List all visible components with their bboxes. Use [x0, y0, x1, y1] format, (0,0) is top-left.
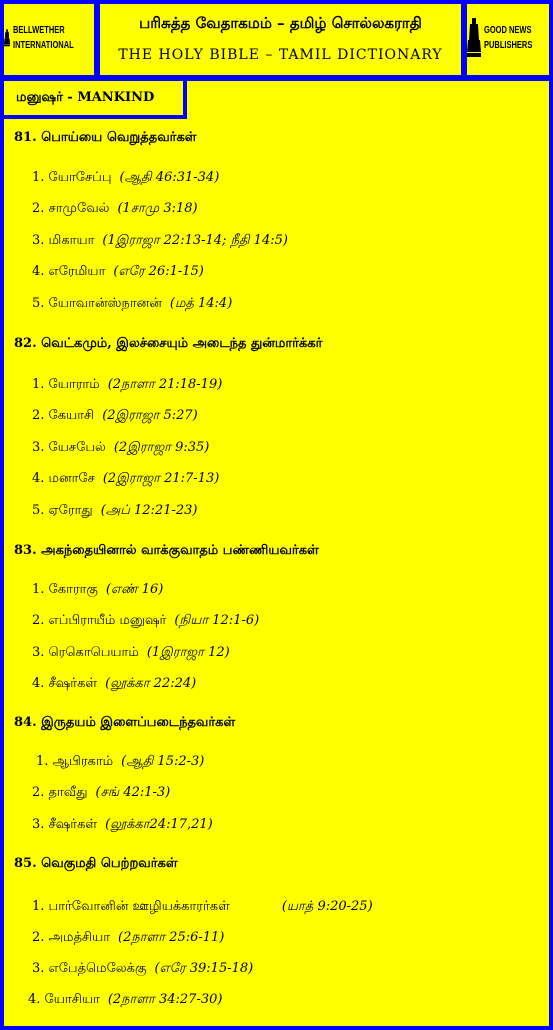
list-item: 4. மனாசே (2இராஜா 21:7-13) [32, 471, 220, 486]
list-item: 3. எபேத்மெலேக்கு (எரே 39:15-18) [32, 961, 254, 976]
section-heading: 82. வெட்கமும், இலச்சையும் அடைந்த துன்மார்க்கர் [14, 336, 323, 351]
list-item: 3. ரெகொபெயாம் (1இராஜா 12) [32, 645, 230, 660]
list-item: 3. மிகாயா (1இராஜா 22:13-14; நீதி 14:5) [32, 233, 288, 248]
logo-left-line-2: INTERNATIONAL [13, 40, 74, 51]
list-item: 4. யோசியா (2நாளா 34:27-30) [28, 992, 223, 1007]
list-item: 2. கேயாசி (2இராஜா 5:27) [32, 408, 198, 423]
section-heading: 83. அகந்தையினால் வாக்குவாதம் பண்ணியவர்கள் [14, 543, 319, 558]
bellwether-emblem-icon [4, 18, 10, 58]
list-item: 2. எப்பிராயீம் மனுஷர் (நியா 12:1-6) [32, 613, 260, 628]
list-item: 2. அமத்சியா (2நாளா 25:6-11) [32, 930, 225, 945]
list-item: 3. யேசபேல் (2இராஜா 9:35) [32, 440, 210, 455]
list-item: 2. சாமுவேல் (1சாமு 3:18) [32, 201, 198, 216]
list-item: 1. பார்வோனின் ஊழியக்காரர்கள் (யாத் 9:20-25) [32, 899, 373, 914]
list-item: 4. சீஷர்கள் (லூக்கா 22:24) [32, 676, 197, 691]
dictionary-word: மனுஷர் - MANKIND [16, 90, 155, 105]
list-item: 4. எரேமியா (எரே 26:1-15) [32, 264, 204, 279]
word-header [0, 77, 187, 119]
list-item: 5. யோவான்ஸ்நானன் (மத் 14:4) [32, 296, 233, 311]
list-item: 5. ஏரோது (அப் 12:21-23) [32, 503, 198, 518]
title-english: THE HOLY BIBLE – TAMIL DICTIONARY [118, 47, 443, 63]
bellwether-logo [0, 0, 98, 79]
list-item: 1. யோராம் (2நாளா 21:18-19) [32, 377, 223, 392]
title-banner [96, 0, 465, 79]
logo-right-line-1: GOOD NEWS [484, 25, 532, 36]
section-heading: 85. வெகுமதி பெற்றவர்கள் [14, 856, 178, 871]
logo-left-line-1: BELLWETHER [13, 25, 65, 36]
logo-right-line-2: PUBLISHERS [484, 40, 533, 51]
section-heading: 81. பொய்யை வெறுத்தவர்கள் [14, 130, 197, 145]
list-item: 1. யோசேப்பு (ஆதி 46:31-34) [32, 170, 220, 185]
list-item: 1. ஆபிரகாம் (ஆதி 15:2-3) [36, 754, 205, 769]
good-news-emblem-icon [467, 18, 481, 58]
list-item: 3. சீஷர்கள் (லூக்கா24:17,21) [32, 817, 213, 832]
list-item: 1. கோராகு (எண் 16) [32, 582, 164, 597]
good-news-logo [463, 0, 553, 79]
title-tamil: பரிசுத்த வேதாகமம் – தமிழ் சொல்லகராதி [139, 14, 422, 32]
list-item: 2. தாவீது (சங் 42:1-3) [32, 785, 171, 800]
section-heading: 84. இருதயம் இளைப்படைந்தவர்கள் [14, 715, 236, 730]
